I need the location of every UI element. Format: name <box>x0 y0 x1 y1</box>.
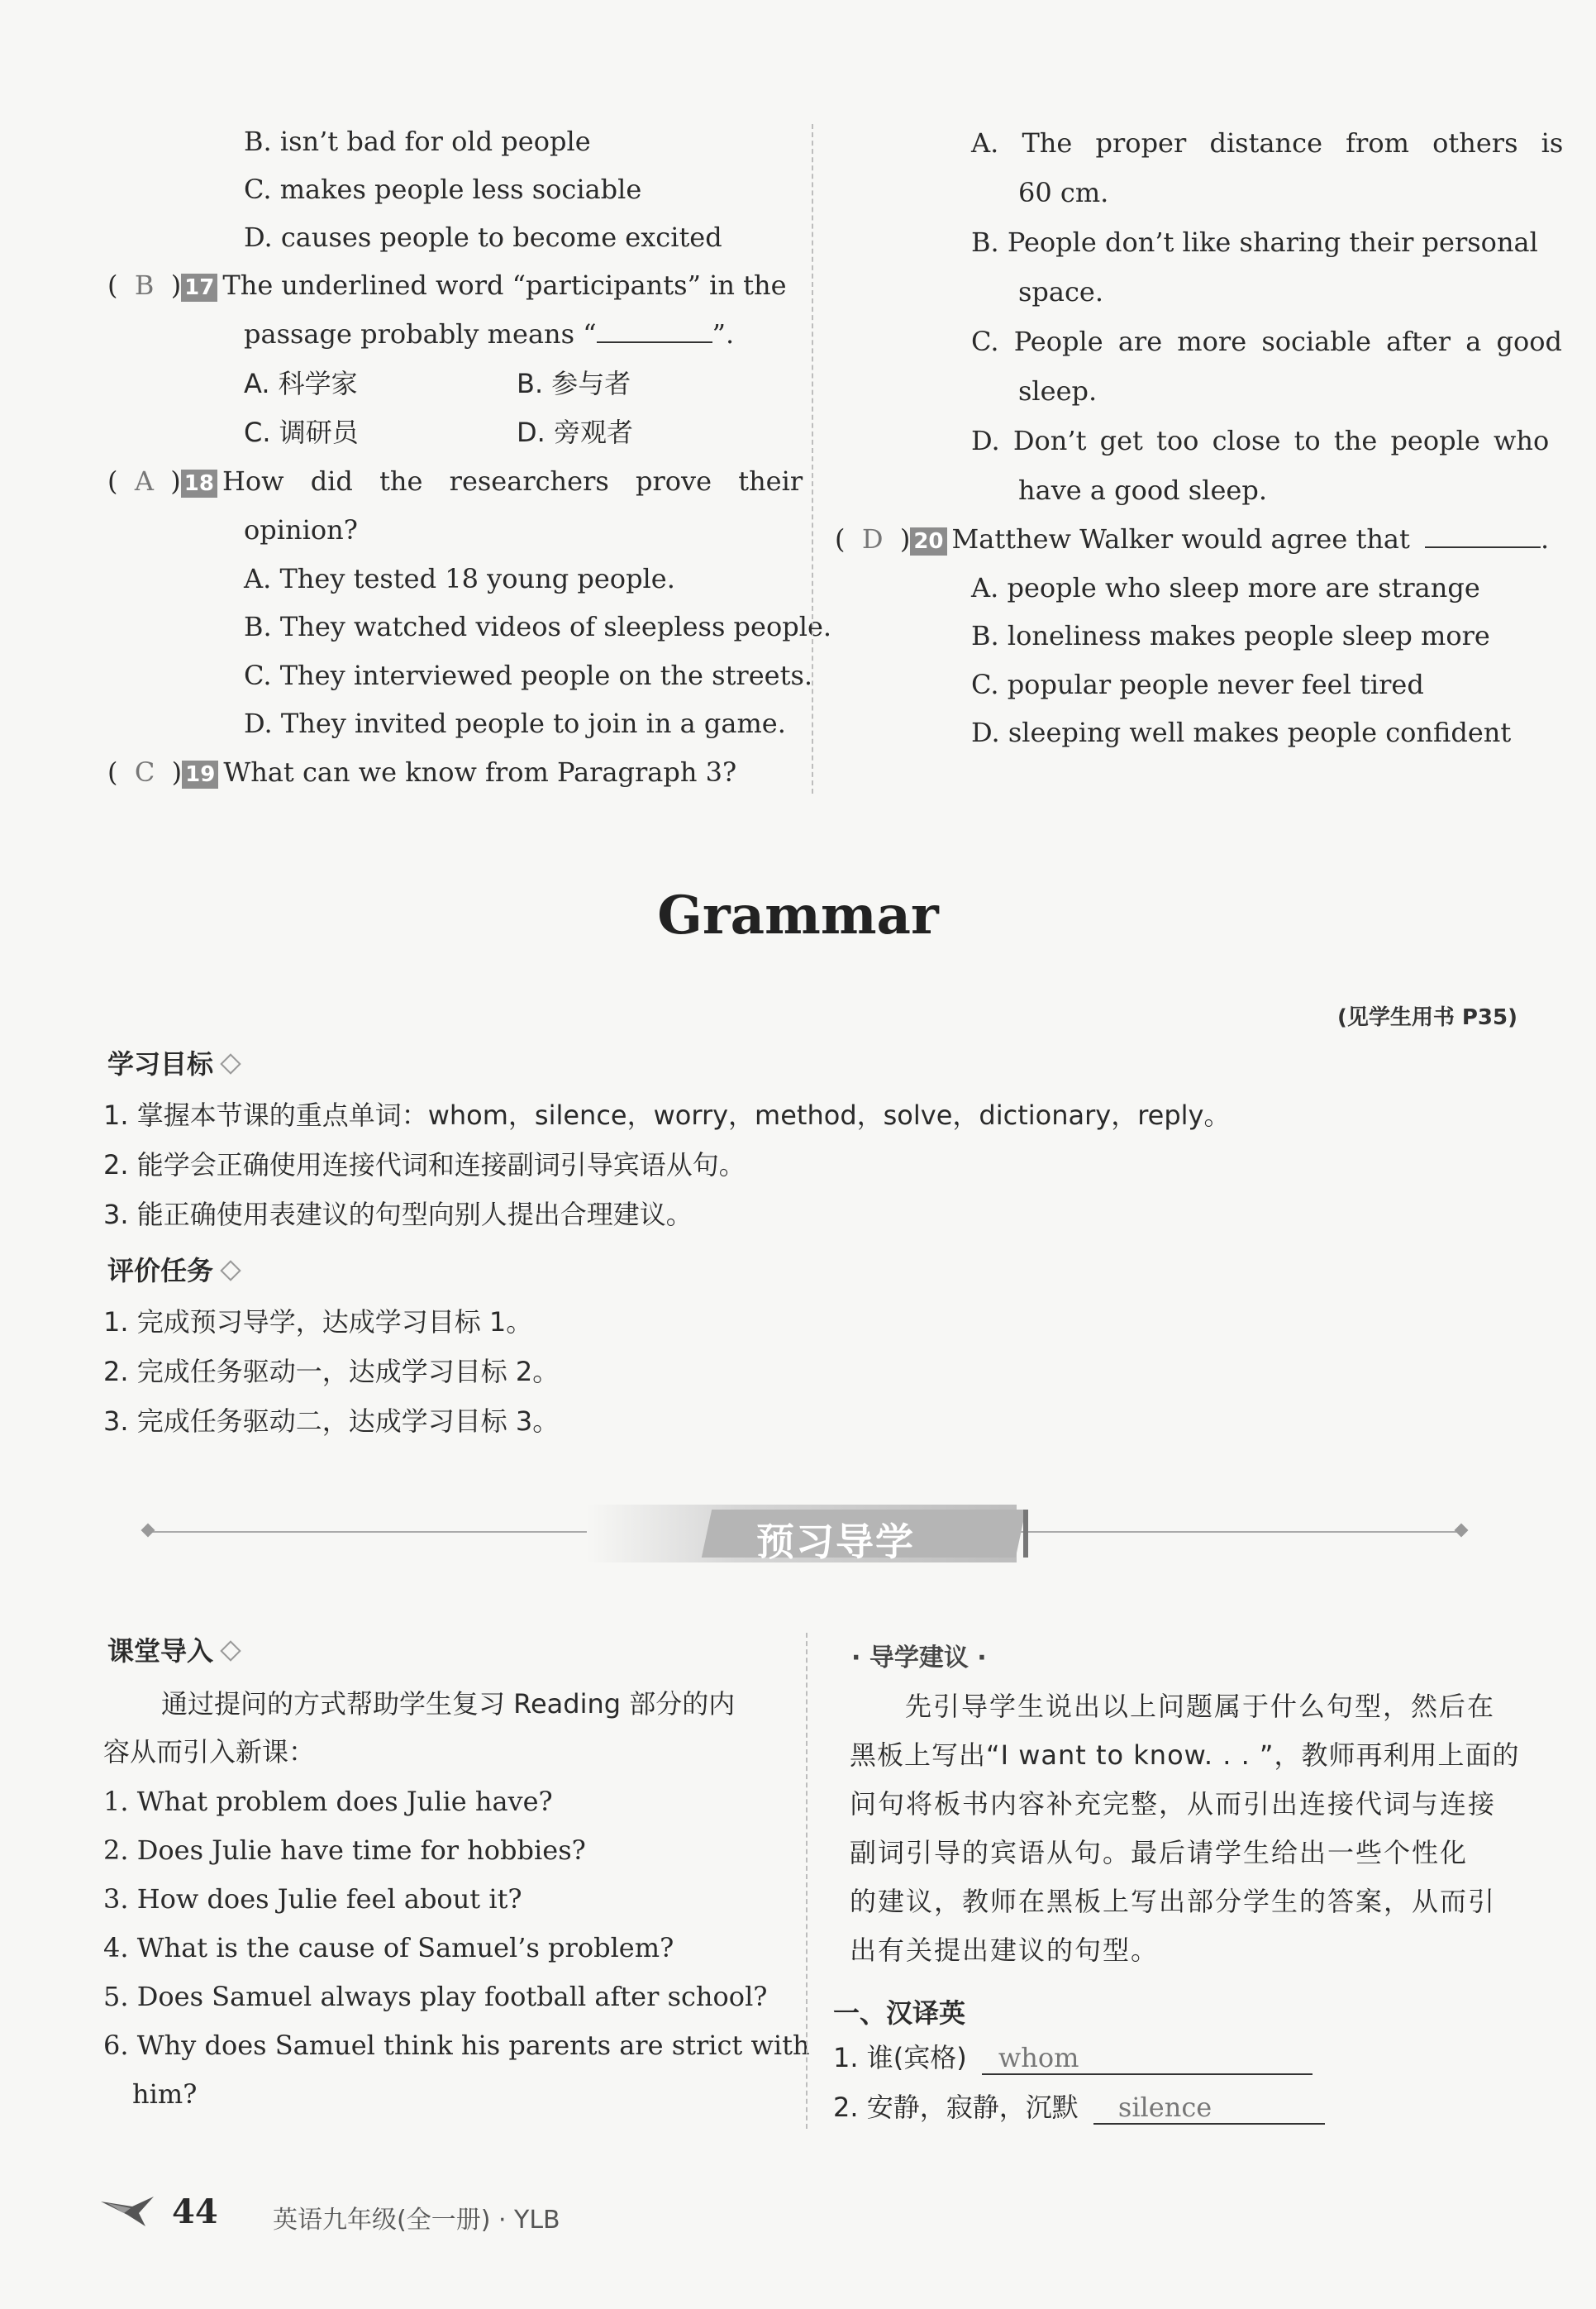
q19-stem-text: What can we know from Paragraph 3? <box>223 756 737 788</box>
q16-option-c: C. makes people less sociable <box>244 174 642 205</box>
intro-title: 课堂导入 <box>107 1635 214 1667</box>
page-reference: (见学生用书 P35) <box>1336 1005 1517 1030</box>
translate-prompt-1: 1. 谁(宾格) <box>833 2042 967 2073</box>
diamond-icon <box>220 1053 241 1074</box>
q18-option-d: D. They invited people to join in a game. <box>244 708 786 739</box>
intro-heading <box>107 1630 238 1668</box>
q19-option-c: C. People are more sociable after a good <box>971 326 1562 357</box>
q18-option-a: A. They tested 18 young people. <box>244 563 675 594</box>
book-title: 英语九年级(全一册) · YLB <box>273 2206 560 2235</box>
q17-stem-line2 <box>244 318 734 350</box>
advice-line-5: 的建议，教师在黑板上写出部分学生的答案，从而引 <box>850 1886 1497 1917</box>
intro-question-1: 1. What problem does Julie have? <box>103 1786 553 1817</box>
goals-heading <box>107 1043 238 1081</box>
q19-option-a-cont: 60 cm. <box>1018 177 1109 208</box>
q19-answer: C <box>134 756 155 788</box>
advice-line-1: 先引导学生说出以上问题属于什么句型，然后在 <box>905 1691 1496 1722</box>
goal-item-3: 3. 能正确使用表建议的句型向别人提出合理建议。 <box>103 1199 693 1230</box>
q20-answer: D <box>861 523 884 555</box>
q20-option-d: D. sleeping well makes people confident <box>971 717 1512 748</box>
intro-line-2: 容从而引入新课： <box>103 1736 316 1768</box>
q17-option-a: A. 科学家 <box>244 368 358 399</box>
q16-option-d: D. causes people to become excited <box>244 222 722 253</box>
intro-question-6: 6. Why does Samuel think his parents are strict with <box>103 2030 810 2061</box>
bird-logo-icon <box>99 2195 157 2228</box>
column-divider-bottom <box>806 1633 808 2129</box>
task-item-3: 3. 完成任务驱动二，达成学习目标 3。 <box>103 1405 560 1437</box>
q19-stem: ( C ) 19 What can we know from Paragraph 3? <box>107 756 737 788</box>
translate-title: 一、汉译英 <box>833 1997 966 2029</box>
intro-line-1: 通过提问的方式帮助学生复习 Reading 部分的内 <box>161 1688 736 1720</box>
translate-answer-1: whom <box>982 2042 1313 2075</box>
advice-line-6: 出有关提出建议的句型。 <box>850 1935 1160 1966</box>
translate-item-2 <box>833 2092 1325 2125</box>
q19-number: 19 <box>182 761 218 789</box>
intro-question-4: 4. What is the cause of Samuel’s problem? <box>103 1932 674 1963</box>
q17-number: 17 <box>181 274 217 302</box>
column-divider-top <box>812 124 813 794</box>
q19-option-b-cont: space. <box>1018 276 1104 308</box>
q18-stem: ( A ) 18 How did the researchers prove their <box>107 465 803 497</box>
q17-option-d: D. 旁观者 <box>517 417 633 448</box>
q18-option-b: B. They watched videos of sleepless people. <box>244 611 832 642</box>
q19-option-b: B. People don’t like sharing their personal <box>971 227 1538 258</box>
q20-number: 20 <box>910 527 946 556</box>
q19-option-d: D. Don’t get too close to the people who <box>971 425 1550 456</box>
q20-stem: ( D ) 20 Matthew Walker would agree that . <box>835 523 1550 555</box>
advice-line-4: 副词引导的宾语从句。最后请学生给出一些个性化 <box>850 1837 1469 1868</box>
q19-option-c-cont: sleep. <box>1018 375 1098 407</box>
q17-stem-line2a: passage probably means “ <box>244 318 597 350</box>
q18-stem-line1: How did the researchers prove their <box>222 465 803 497</box>
q19-option-d-cont: have a good sleep. <box>1018 475 1267 506</box>
advice-line-2: 黑板上写出“I want to know. . . ”，教师再利用上面的 <box>850 1739 1520 1771</box>
grammar-title: Grammar <box>657 885 939 947</box>
q16-option-b: B. isn’t bad for old people <box>244 126 591 157</box>
advice-line-3: 问句将板书内容补充完整，从而引出连接代词与连接 <box>850 1788 1497 1820</box>
q18-option-c: C. They interviewed people on the streets. <box>244 660 813 691</box>
banner-rule-end-icon <box>141 1524 155 1538</box>
q20-option-a: A. people who sleep more are strange <box>971 572 1480 603</box>
intro-question-6-cont: him? <box>132 2078 198 2110</box>
advice-title: · 导学建议 · <box>851 1643 987 1672</box>
q18-number: 18 <box>181 470 217 498</box>
goal-item-1: 1. 掌握本节课的重点单词：whom，silence，worry，method，solve，dictionary，reply。 <box>103 1100 1231 1131</box>
q17-answer: B <box>134 270 155 301</box>
banner-rule-end-icon <box>1455 1524 1469 1538</box>
banner-tab-edge <box>1023 1510 1028 1558</box>
q20-blank <box>1425 546 1541 548</box>
q17-blank <box>597 341 712 343</box>
task-item-1: 1. 完成预习导学，达成学习目标 1。 <box>103 1306 533 1338</box>
q19-option-a: A. The proper distance from others is <box>971 127 1564 159</box>
q17-option-b: B. 参与者 <box>517 368 631 399</box>
q17-option-c: C. 调研员 <box>244 417 359 448</box>
q18-stem-line2: opinion? <box>244 514 358 546</box>
q18-answer: A <box>134 465 154 497</box>
banner-title: 预习导学 <box>756 1519 915 1564</box>
tasks-heading <box>107 1250 238 1288</box>
q17-stem-line2b: ”. <box>712 318 735 350</box>
intro-question-5: 5. Does Samuel always play football after school? <box>103 1981 768 2012</box>
diamond-icon <box>220 1640 241 1661</box>
q17-stem: ( B ) 17 The underlined word “participants” in the <box>107 270 787 301</box>
translate-item-1 <box>833 2042 1313 2075</box>
translate-prompt-2: 2. 安静，寂静，沉默 <box>833 2092 1079 2123</box>
q20-stem-text: Matthew Walker would agree that <box>951 523 1410 555</box>
q20-option-b: B. loneliness makes people sleep more <box>971 620 1490 651</box>
diamond-icon <box>220 1260 241 1281</box>
intro-question-2: 2. Does Julie have time for hobbies? <box>103 1834 586 1866</box>
q17-stem-line1: The underlined word “participants” in the <box>222 270 787 301</box>
q20-option-c: C. popular people never feel tired <box>971 669 1424 700</box>
translate-answer-2: silence <box>1093 2092 1325 2125</box>
intro-question-3: 3. How does Julie feel about it? <box>103 1883 522 1915</box>
goal-item-2: 2. 能学会正确使用连接代词和连接副词引导宾语从句。 <box>103 1149 746 1181</box>
task-item-2: 2. 完成任务驱动一，达成学习目标 2。 <box>103 1356 560 1387</box>
page-number: 44 <box>172 2192 218 2231</box>
tasks-title: 评价任务 <box>107 1255 214 1286</box>
goals-title: 学习目标 <box>107 1048 214 1080</box>
